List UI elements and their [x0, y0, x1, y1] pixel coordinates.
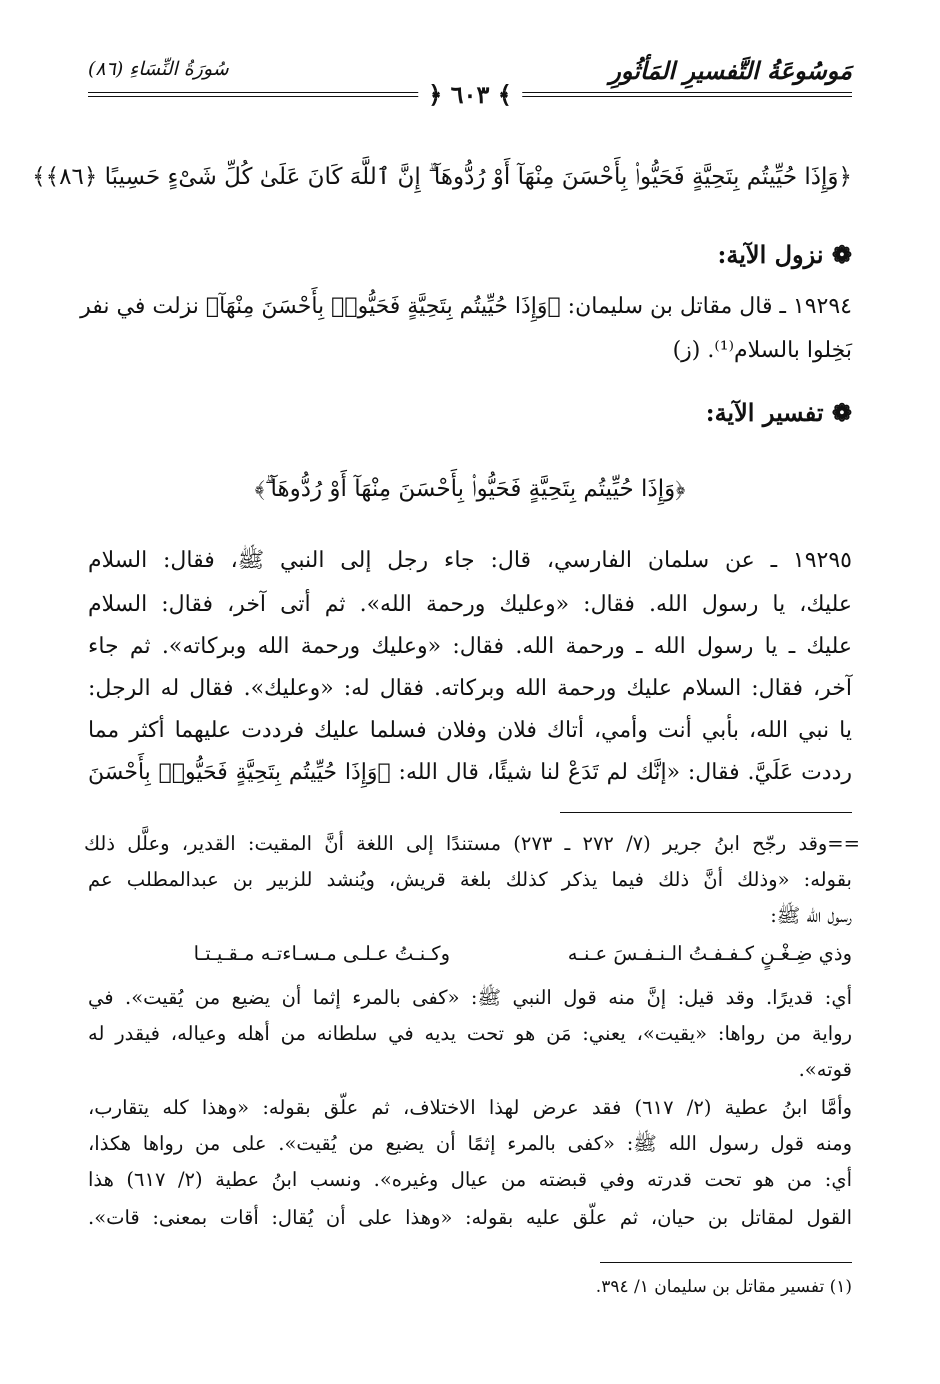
footnote-separator — [560, 812, 852, 813]
tafsir-line-6: رددت عَلَيَّ. فقال: «إنَّك لم تَدَعْ لنا شيئًا، قال الله: ﴿وَإِذَا حُيِّيتُم بِتَحِيَّةٍ فَحَيُّوا۟ بِأَحْسَنَ — [88, 760, 852, 785]
fn-cont-line-2: بقوله: «وذلك أنَّ ذلك فيما يذكر كذلك بلغة قريش، ويُنشد للزبير بن عبدالمطلب عم — [88, 868, 852, 891]
tafsir-line-1: ١٩٢٩٥ ـ عن سلمان الفارسي، قال: جاء رجل إلى النبي ﷺ، فقال: السلام — [88, 548, 852, 573]
book-title: مَوسُوعَةُ التَّفسيرِ المَأثُورِ — [609, 56, 852, 85]
surah-label: سُورَةُ النِّسَاءِ (٨٦) — [88, 58, 229, 80]
tafsir-line-4: آخر، فقال: السلام عليك ورحمة الله وبركاته. فقال له: «وعليك». فقال له الرجل: — [88, 676, 852, 701]
nuzul-line-2: بَخِلوا بالسلام⁽¹⁾. (ز) — [672, 338, 852, 363]
tafsir-line-2: عليك، يا رسول الله. فقال: «وعليك ورحمة الله». ثم أتى آخر، فقال: السلام — [88, 592, 852, 617]
fn-after-poem-7: القول لمقاتل بن حيان، ثم علّق عليه بقوله: «وهذا على أن يُقال: أقات بمعنى: قات». — [88, 1206, 852, 1229]
fn-cont-line-3: رسول الله ﷺ: — [770, 904, 852, 927]
nuzul-line-1: ١٩٢٩٤ ـ قال مقاتل بن سليمان: ﴿وَإِذَا حُيِّيتُم بِتَحِيَّةٍ فَحَيُّوا۟ بِأَحْسَنَ مِنْهَآ﴾ نزلت في نفر — [80, 294, 852, 319]
footnote-separator-2 — [600, 1262, 852, 1263]
fn-after-poem-6: أي: من هو تحت قدرته وفي قبضته من عيال وغيره». ونسب ابنُ عطية (٢/ ٦١٧) هذا — [88, 1168, 852, 1191]
section-title-tafsir: ❁ تفسير الآية: — [705, 398, 852, 427]
fn-after-poem-5: ومنه قول رسول الله ﷺ: «كفى بالمرء إثمًا أن يضيع من يُقيت». على من رواها هكذا، — [88, 1132, 852, 1155]
fn-after-poem-2: رواية من رواها: «يقيت»، يعني: مَن هو تحت يديه في سلطانه من أهله وعياله، فيقدر له — [88, 1022, 852, 1045]
tafsir-line-5: يا نبي الله، بأبي أنت وأمي، أتاك فلان وفلان فسلما عليك فرددت عليهما أكثر مما — [88, 718, 852, 743]
section-title-nuzul: ❁ نزول الآية: — [717, 240, 852, 269]
fn-after-poem-1: أي: قديرًا. وقد قيل: إنَّ منه قول النبي ﷺ: «كفى بالمرء إثما أن يضيع من يُقيت». في — [88, 986, 852, 1009]
fn-after-poem-4: وأمَّا ابنُ عطية (٢/ ٦١٧) فقد عرض لهذا الاختلاف، ثم علّق بقوله: «وهذا كله يتقارب، — [88, 1096, 852, 1119]
page-header — [88, 52, 852, 109]
verse-main: ﴿وَإِذَا حُيِّيتُم بِتَحِيَّةٍ فَحَيُّوا۟ بِأَحْسَنَ مِنْهَآ أَوْ رُدُّوهَآ ۗ إِنَّ ٱللَّهَ كَانَ عَلَىٰ كُلِّ شَىْءٍ حَسِيبًا ﴿٨٦﴾﴾ — [32, 164, 852, 190]
poem-second-half: وكـنـتُ عـلـى مـسـاءتـه مـقـيـتـا — [193, 942, 450, 965]
poem-first-half: وذي ضِـغْـنٍ كـفـفـتُ الـنـفـسَ عـنـه — [567, 942, 852, 965]
tafsir-verse: ﴿وَإِذَا حُيِّيتُم بِتَحِيَّةٍ فَحَيُّوا۟ بِأَحْسَنَ مِنْهَآ أَوْ رُدُّوهَآ ۗ﴾ — [254, 476, 686, 502]
tafsir-line-3: عليك ـ يا رسول الله ـ ورحمة الله. فقال: «وعليك ورحمة الله وبركاته». ثم جاء — [88, 634, 852, 659]
footnote-1: (١) تفسير مقاتل بن سليمان ١/ ٣٩٤. — [595, 1277, 852, 1297]
page-number: ﴾ ٦٠٣ ﴿ — [418, 80, 522, 109]
fn-cont-line-1: ==وقد رجّح ابنُ جرير (٧/ ٢٧٢ ـ ٢٧٣) مستندًا إلى اللغة أنَّ المقيت: القدير، وعلَّل ذلك — [84, 832, 860, 855]
fn-after-poem-3: قوته». — [798, 1058, 852, 1081]
